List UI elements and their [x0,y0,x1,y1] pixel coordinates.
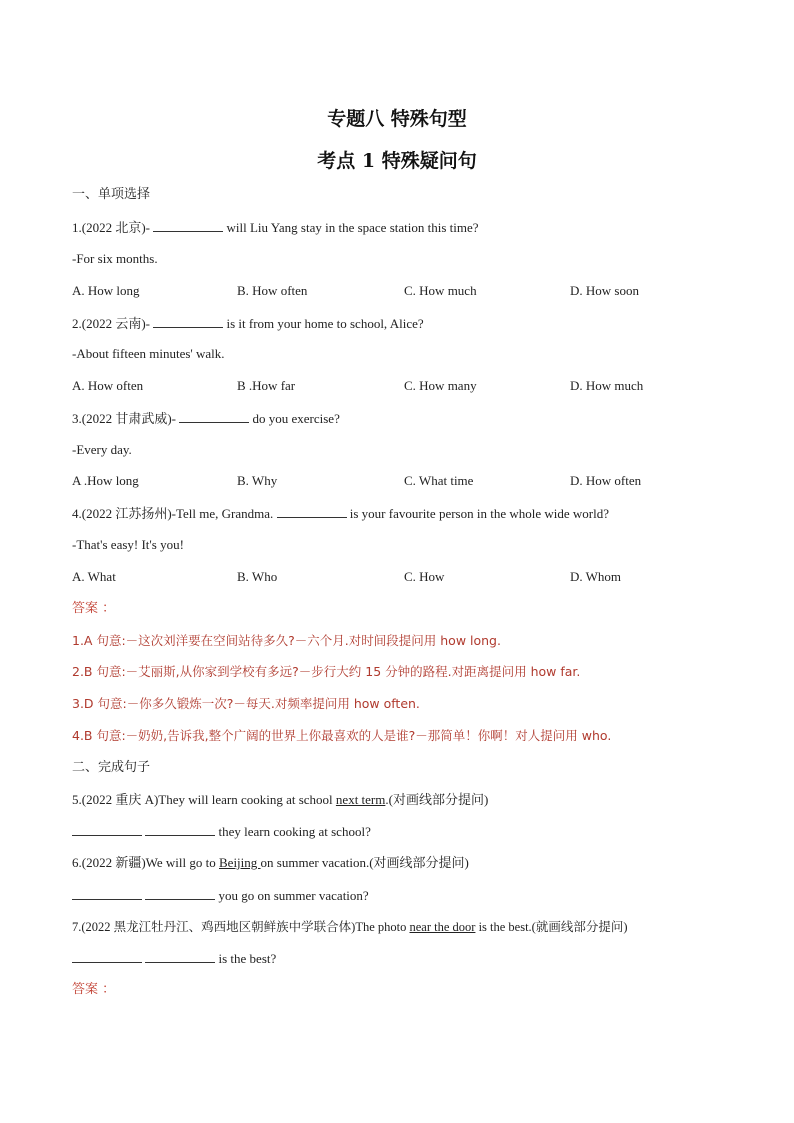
question-3-prefix: 3.(2022 甘肃武威)- [72,411,180,426]
answer-blank [145,950,215,963]
question-5 [72,792,488,808]
answer-1: 1.A 句意:－这次刘洋要在空间站待多久?－六个月.对时间段提问用 how long. [72,633,501,648]
answer-label-2: 答案 ： [72,982,116,997]
question-4-option-b: B. Who [237,569,278,584]
question-6-underlined: Beijing [219,855,261,870]
answer-blank [277,505,347,518]
question-3-option-b: B. Why [237,473,278,488]
answer-blank [145,823,215,836]
question-4-reply: -That's easy! It's you! [72,537,184,552]
question-2-reply: -About fifteen minutes' walk. [72,346,225,361]
answer-4: 4.B 句意:－奶奶,告诉我,整个广阔的世界上你最喜欢的人是谁?－那简单！你啊！对人提问用 who. [72,728,612,743]
question-1-option-b: B. How often [237,283,308,298]
page-subtitle: 考点 1 特殊疑问句 [317,150,477,172]
question-4 [72,505,609,522]
answer-blank [145,887,215,900]
question-6-answer-line [72,887,369,904]
question-6 [72,855,469,871]
question-1-suffix: will Liu Yang stay in the space station this time? [223,220,479,235]
question-1-option-a: A. How long [72,283,140,298]
question-1-reply: -For six months. [72,251,158,266]
question-5-underlined: next term [335,792,386,807]
question-3-reply: -Every day. [72,442,132,457]
question-2-option-c: C. How many [404,378,477,393]
question-3 [72,410,340,427]
answer-label: 答案 ： [72,601,116,616]
question-3-option-d: D. How often [570,473,642,488]
question-3-suffix: do you exercise? [249,411,340,426]
question-1-prefix: 1.(2022 北京)- [72,220,154,235]
question-5-answer-line [72,823,371,840]
question-1-option-c: C. How much [404,283,477,298]
answer-blank [72,823,142,836]
question-7-answer-suffix: is the best? [215,951,277,966]
question-3-option-c: C. What time [404,473,474,488]
question-5-answer-suffix: they learn cooking at school? [215,824,371,839]
question-2-option-a: A. How often [72,378,144,393]
question-2-prefix: 2.(2022 云南)- [72,316,154,331]
question-2-option-b: B .How far [237,378,296,393]
question-7-answer-line [72,950,276,967]
question-2 [72,315,424,332]
question-5-prefix: 5.(2022 重庆 A)They will learn cooking at school [72,792,336,807]
answer-blank [72,950,142,963]
question-7-underlined: near the door [409,920,476,934]
question-5-suffix: .(对画线部分提问) [385,792,489,807]
question-7-prefix: 7.(2022 黑龙江牡丹江、鸡西地区朝鲜族中学联合体)The photo [72,920,410,934]
question-4-option-c: C. How [404,569,445,584]
question-6-answer-suffix: you go on summer vacation? [215,888,369,903]
question-7 [72,919,628,935]
question-1 [72,219,479,236]
answer-blank [153,219,223,232]
answer-blank [72,887,142,900]
question-4-option-a: A. What [72,569,116,584]
question-3-option-a: A .How long [72,473,139,488]
answer-blank [153,315,223,328]
answer-2: 2.B 句意:－艾丽斯,从你家到学校有多远?－步行大约 15 分钟的路程.对距离提问用 how far. [72,664,581,679]
question-6-suffix: on summer vacation.(对画线部分提问) [260,855,469,870]
question-7-suffix: is the best.(就画线部分提问) [475,920,628,934]
question-4-prefix: 4.(2022 江苏扬州)-Tell me, Grandma. [72,506,277,521]
question-4-option-d: D. Whom [570,569,622,584]
question-4-suffix: is your favourite person in the whole wide world? [346,506,609,521]
answer-3: 3.D 句意:－你多久锻炼一次?－每天.对频率提问用 how often. [72,696,420,711]
section-heading-complete-sentences: 二、完成句子 [72,760,151,775]
question-6-prefix: 6.(2022 新疆)We will go to [72,855,219,870]
page-title: 专题八 特殊句型 [327,108,467,130]
question-1-option-d: D. How soon [570,283,639,298]
section-heading-single-choice: 一、单项选择 [72,187,151,202]
question-2-suffix: is it from your home to school, Alice? [223,316,424,331]
answer-blank [179,410,249,423]
question-2-option-d: D. How much [570,378,644,393]
